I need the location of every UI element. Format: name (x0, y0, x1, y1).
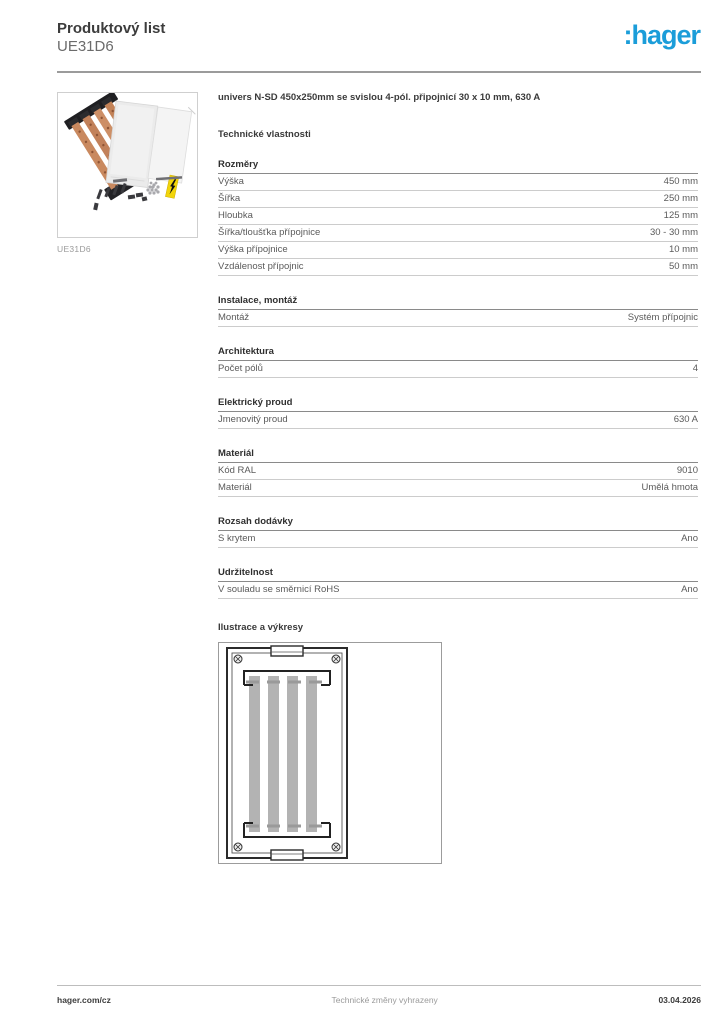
section-scope-of-delivery (218, 516, 698, 548)
product-photo-image (58, 93, 197, 237)
spec-label: Výška (218, 176, 244, 187)
spec-value: 9010 (676, 465, 698, 476)
spec-row (218, 310, 698, 327)
spec-label: Vzdálenost přípojnic (218, 261, 304, 272)
section-title: Architektura (218, 346, 698, 361)
section-title: Instalace, montáž (218, 295, 698, 310)
spec-row (218, 242, 698, 259)
spec-label: V souladu se směrnicí RoHS (218, 584, 340, 595)
spec-label: S krytem (218, 533, 256, 544)
spec-label: Počet pólů (218, 363, 263, 374)
spec-value: Systém přípojnic (627, 312, 698, 323)
section-sustainability (218, 567, 698, 599)
spec-label: Šířka/tloušťka přípojnice (218, 227, 321, 238)
spec-row (218, 531, 698, 548)
section-title: Materiál (218, 448, 698, 463)
footer (57, 995, 701, 1005)
spec-value: 30 - 30 mm (649, 227, 698, 238)
section-architecture (218, 346, 698, 378)
product-photo (57, 92, 198, 238)
spec-label: Jmenovitý proud (218, 414, 288, 425)
section-material (218, 448, 698, 497)
spec-label: Hloubka (218, 210, 253, 221)
header (57, 20, 700, 56)
spec-value: 125 mm (663, 210, 698, 221)
spec-row (218, 174, 698, 191)
hager-logo: :hager (623, 20, 700, 50)
right-column (218, 92, 698, 864)
main-content (57, 92, 698, 864)
spec-row (218, 225, 698, 242)
spec-row (218, 463, 698, 480)
footer-disclaimer: Technické změny vyhrazeny (331, 995, 438, 1005)
tech-properties-heading: Technické vlastnosti (218, 129, 311, 140)
section-title: Rozměry (218, 159, 698, 174)
spec-row (218, 412, 698, 429)
spec-value: Ano (681, 533, 698, 544)
doc-type-title: Produktový list (57, 20, 166, 37)
product-photo-caption: UE31D6 (57, 244, 91, 254)
section-installation (218, 295, 698, 327)
spec-row (218, 582, 698, 599)
spec-value: 10 mm (668, 244, 698, 255)
spec-row (218, 208, 698, 225)
spec-label: Montáž (218, 312, 250, 323)
spec-row (218, 480, 698, 497)
spec-value: 630 A (673, 414, 698, 425)
spec-row (218, 259, 698, 276)
section-electric-current (218, 397, 698, 429)
spec-value: Ano (681, 584, 698, 595)
spec-label: Materiál (218, 482, 252, 493)
spec-value: 450 mm (663, 176, 698, 187)
spec-label: Šířka (218, 193, 241, 204)
spec-value: 50 mm (668, 261, 698, 272)
spec-value: 4 (692, 363, 698, 374)
spec-row (218, 361, 698, 378)
illustrations-heading: Ilustrace a výkresy (218, 622, 304, 633)
technical-drawing (219, 643, 441, 863)
section-title: Elektrický proud (218, 397, 698, 412)
spec-label: Kód RAL (218, 465, 257, 476)
left-column (57, 92, 198, 864)
section-title: Udržitelnost (218, 567, 698, 582)
footer-divider (57, 985, 701, 986)
header-divider (57, 71, 701, 73)
product-title: univers N-SD 450x250mm se svislou 4-pól. připojnicí 30 x 10 mm, 630 A (218, 92, 541, 103)
footer-website-link[interactable]: hager.com/cz (57, 995, 111, 1005)
spec-label: Výška přípojnice (218, 244, 288, 255)
spec-row (218, 191, 698, 208)
footer-date: 03.04.2026 (658, 995, 701, 1005)
product-code: UE31D6 (57, 38, 114, 55)
section-dimensions (218, 159, 698, 276)
spec-value: 250 mm (663, 193, 698, 204)
technical-drawing-frame (218, 642, 442, 864)
section-title: Rozsah dodávky (218, 516, 698, 531)
header-titles (57, 20, 165, 56)
spec-value: Umělá hmota (641, 482, 698, 493)
